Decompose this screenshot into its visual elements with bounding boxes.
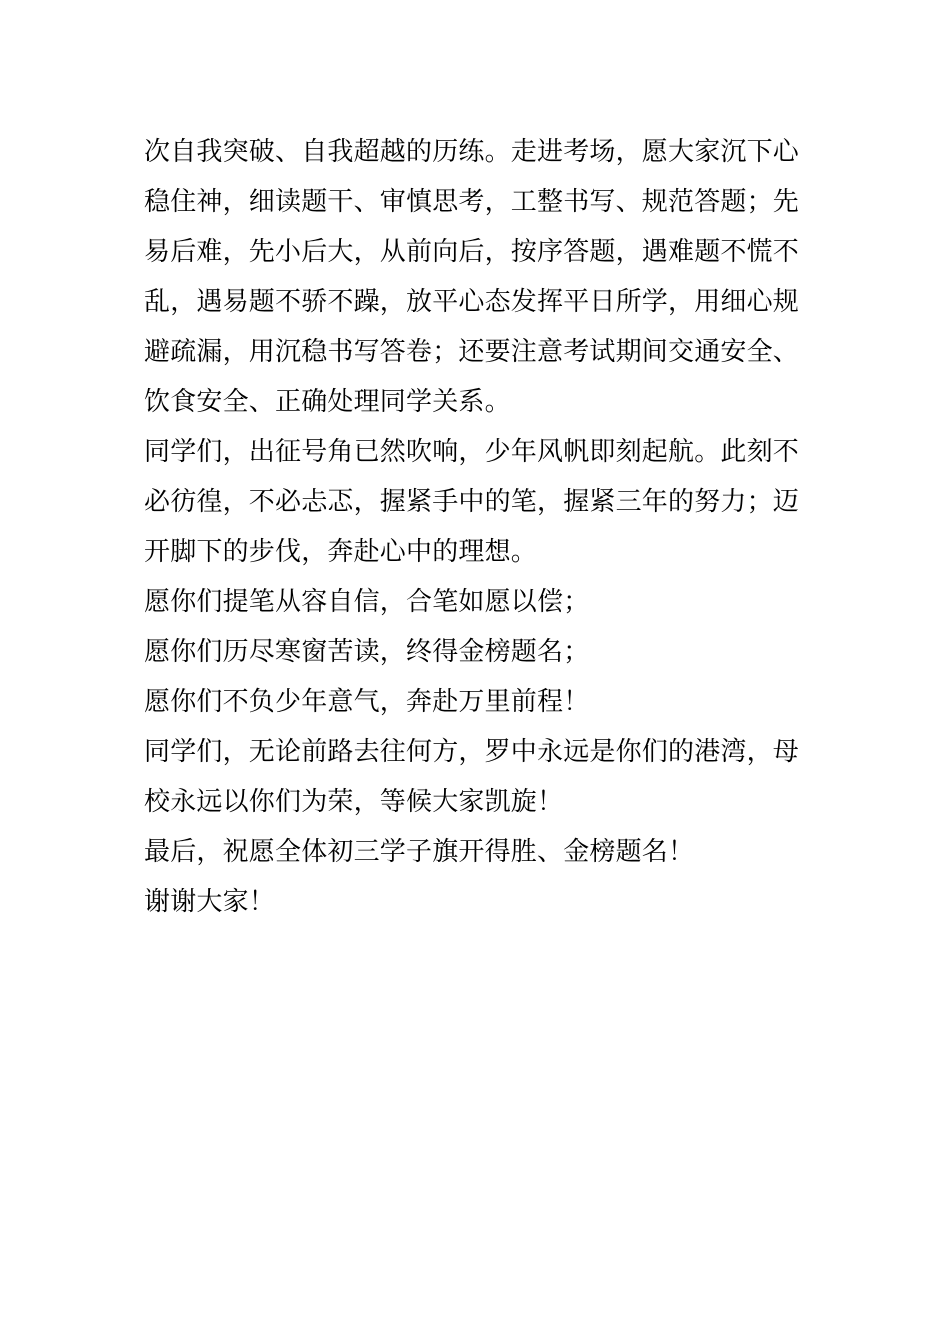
text-line: 愿你们提笔从容自信，合笔如愿以偿； [144, 587, 590, 617]
text-line: 同学们，出征号角已然吹响，少年风帆即刻起航。此刻不 [144, 437, 800, 467]
text-line: 次自我突破、自我超越的历练。走进考场，愿大家沉下心 [144, 137, 800, 167]
text-line: 谢谢大家！ [144, 887, 276, 917]
text-line: 校永远以你们为荣，等候大家凯旋！ [144, 787, 564, 817]
speech-body [144, 127, 814, 927]
text-line: 稳住神，细读题干、审慎思考，工整书写、规范答题；先 [144, 187, 800, 217]
text-line: 愿你们不负少年意气，奔赴万里前程！ [144, 687, 590, 717]
text-line: 最后，祝愿全体初三学子旗开得胜、金榜题名！ [144, 837, 695, 867]
text-line: 饮食安全、正确处理同学关系。 [144, 387, 511, 417]
text-line: 乱，遇易题不骄不躁，放平心态发挥平日所学，用细心规 [144, 287, 800, 317]
text-line: 开脚下的步伐，奔赴心中的理想。 [144, 537, 538, 567]
text-line: 易后难，先小后大，从前向后，按序答题，遇难题不慌不 [144, 237, 800, 267]
text-line: 愿你们历尽寒窗苦读，终得金榜题名； [144, 637, 590, 667]
text-line: 避疏漏，用沉稳书写答卷；还要注意考试期间交通安全、 [144, 337, 800, 367]
text-line: 同学们，无论前路去往何方，罗中永远是你们的港湾，母 [144, 737, 800, 767]
text-line: 必彷徨，不必忐忑，握紧手中的笔，握紧三年的努力；迈 [144, 487, 800, 517]
